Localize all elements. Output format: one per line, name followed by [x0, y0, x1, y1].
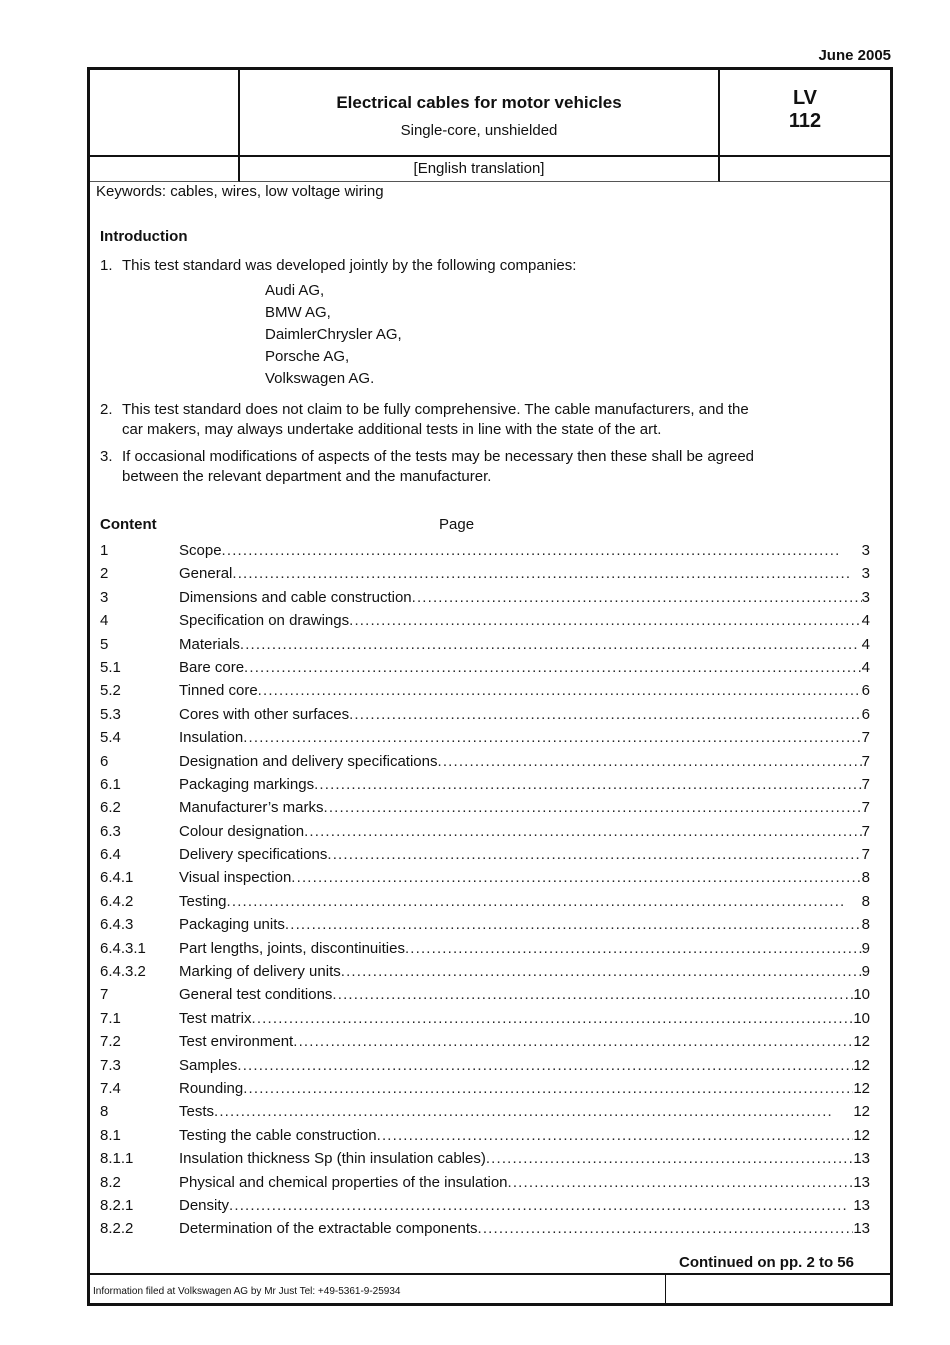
toc-page-number: 4: [861, 658, 870, 676]
toc-entry[interactable]: [100, 1150, 870, 1173]
toc-section-number: 8.2.1: [100, 1196, 134, 1214]
document-code-number: 112: [788, 110, 822, 132]
toc-section-number: 1: [100, 542, 109, 559]
document-frame: [87, 67, 893, 1306]
toc-entry[interactable]: [100, 1033, 870, 1056]
toc-entry[interactable]: [100, 565, 870, 588]
toc-entry[interactable]: [100, 682, 870, 705]
toc-section-title[interactable]: General test conditions: [179, 986, 333, 1004]
toc-section-title[interactable]: Tinned core: [179, 682, 258, 700]
toc-section-number: 6.3: [100, 822, 121, 840]
toc-section-number: 5.3: [100, 705, 121, 723]
toc-page-number: 9: [861, 939, 870, 957]
toc-section-title[interactable]: Tests: [179, 1103, 215, 1121]
toc-section-number: 5: [100, 635, 109, 653]
toc-leader-dots: [508, 1174, 854, 1191]
document-code: [720, 87, 890, 133]
toc-entry[interactable]: [100, 963, 870, 986]
toc-section-number: 5.2: [100, 682, 121, 700]
toc-leader-dots: [412, 589, 862, 606]
toc-section-number: 7.2: [100, 1033, 121, 1051]
toc-page-number: 4: [861, 612, 870, 630]
intro-item-2: [100, 400, 875, 440]
toc-section-title[interactable]: Dimensions and cable construction: [179, 588, 412, 606]
toc-section-title[interactable]: Testing: [179, 892, 227, 910]
toc-entry[interactable]: [100, 1103, 870, 1126]
toc-leader-dots: [349, 706, 862, 723]
toc-section-title[interactable]: Marking of delivery units: [179, 963, 341, 981]
toc-section-number: 6.4.3.2: [100, 963, 146, 981]
toc-page-number: 6: [861, 705, 870, 723]
toc-page-number: 9: [861, 963, 870, 981]
toc-section-number: 6.4.3.1: [100, 939, 146, 957]
continued-note: Continued on pp. 2 to 56: [679, 1254, 854, 1271]
toc-leader-dots: [285, 916, 862, 933]
toc-section-number: 8.2.2: [100, 1220, 134, 1238]
footer-info: Information filed at Volkswagen AG by Mr Just Tel: +49-5361-9-25934: [93, 1286, 401, 1297]
header-row2-right: [720, 157, 890, 182]
toc-section-number: 8: [100, 1103, 109, 1121]
toc-section-title[interactable]: Density: [179, 1196, 230, 1214]
intro-item-3: [100, 447, 875, 487]
toc-section-title[interactable]: General: [179, 565, 233, 583]
intro-item-text: This test standard was developed jointly by the following companies:: [122, 257, 577, 274]
intro-item-number: 1.: [100, 257, 113, 274]
toc-leader-dots: [243, 1080, 853, 1097]
company-item: Volkswagen AG.: [265, 370, 375, 387]
toc-page-number: 10: [853, 986, 870, 1004]
toc-page-number: 8: [861, 869, 870, 887]
intro-item-text: This test standard does not claim to be fully comprehensive. The cable manufacturers, and the: [122, 401, 749, 418]
toc-leader-dots: [291, 869, 861, 886]
intro-item-text: If occasional modifications of aspects of the tests may be necessary then these shall be agreed: [122, 448, 755, 465]
toc-section-title[interactable]: Test matrix: [179, 1009, 252, 1027]
toc-section-title[interactable]: Packaging units: [179, 916, 285, 934]
toc-section-title[interactable]: Test environment: [179, 1033, 294, 1051]
toc-page-number: 13: [853, 1196, 870, 1214]
toc-entry[interactable]: [100, 1174, 870, 1197]
toc-section-title[interactable]: Designation and delivery specifications: [179, 752, 438, 770]
toc-page-number: 10: [853, 1009, 870, 1027]
toc-leader-dots: [222, 542, 862, 559]
toc-entry[interactable]: [100, 986, 870, 1009]
toc-section-title[interactable]: Testing the cable construction: [179, 1126, 377, 1144]
toc-entry[interactable]: [100, 729, 870, 752]
content-heading: Content: [100, 516, 157, 533]
toc-section-number: 6.1: [100, 775, 121, 793]
toc-page-number: 7: [861, 822, 870, 840]
toc-entry[interactable]: [100, 823, 870, 846]
toc-entry[interactable]: [100, 1220, 870, 1243]
toc-page-number: 13: [853, 1220, 870, 1238]
intro-item-number: 2.: [100, 401, 113, 418]
toc-page-number: 3: [861, 542, 870, 559]
toc-section-number: 6.4.3: [100, 916, 134, 934]
toc-leader-dots: [341, 963, 862, 980]
toc-entry[interactable]: [100, 1010, 870, 1033]
toc-entry[interactable]: [100, 940, 870, 963]
toc-entry[interactable]: [100, 636, 870, 659]
toc-leader-dots: [244, 659, 862, 676]
toc-section-title[interactable]: Specification on drawings: [179, 612, 350, 630]
toc-leader-dots: [227, 893, 862, 910]
header-code-cell: [720, 70, 890, 157]
company-list: [265, 280, 402, 390]
toc-section-title[interactable]: Determination of the extractable components: [179, 1220, 478, 1238]
document-title: Electrical cables for motor vehicles: [336, 93, 622, 112]
toc-section-number: 5.1: [100, 658, 121, 676]
toc-page-number: 7: [861, 846, 870, 864]
toc-entry[interactable]: [100, 893, 870, 916]
toc-section-number: 3: [100, 588, 109, 606]
toc-entry[interactable]: [100, 1080, 870, 1103]
toc-leader-dots: [304, 823, 862, 840]
toc-page-number: 8: [861, 916, 870, 934]
toc-section-number: 7.1: [100, 1009, 121, 1027]
toc-section-number: 6.2: [100, 799, 121, 817]
toc-page-number: 4: [861, 635, 870, 653]
toc-section-number: 6.4.1: [100, 869, 134, 887]
toc-leader-dots: [293, 1033, 853, 1050]
toc-page-number: 7: [861, 729, 870, 747]
toc-entry[interactable]: [100, 589, 870, 612]
toc-leader-dots: [252, 1010, 854, 1027]
toc-page-number: 7: [861, 752, 870, 770]
toc-entry[interactable]: [100, 659, 870, 682]
toc-page-number: 12: [853, 1056, 870, 1074]
toc-leader-dots: [229, 1197, 853, 1214]
intro-item-1: [100, 256, 875, 276]
intro-item-text-cont: between the relevant department and the manufacturer.: [122, 468, 492, 485]
toc-section-title[interactable]: Packaging markings: [179, 775, 315, 793]
toc-section-number: 7.3: [100, 1056, 121, 1074]
table-of-contents: [100, 542, 870, 1244]
keywords: Keywords: cables, wires, low voltage wiring: [96, 183, 384, 200]
toc-page-number: 12: [853, 1103, 870, 1121]
toc-entry[interactable]: [100, 869, 870, 892]
page-column-heading: Page: [439, 516, 475, 533]
toc-entry[interactable]: [100, 1197, 870, 1220]
toc-entry[interactable]: [100, 799, 870, 822]
toc-section-number: 2: [100, 565, 109, 583]
toc-section-number: 4: [100, 612, 109, 630]
toc-page-number: 7: [861, 799, 870, 817]
toc-entry[interactable]: [100, 846, 870, 869]
toc-leader-dots: [240, 636, 862, 653]
company-item: BMW AG,: [265, 304, 331, 321]
toc-page-number: 13: [853, 1173, 870, 1191]
toc-section-title[interactable]: Manufacturer’s marks: [179, 799, 324, 817]
intro-item-text-cont: car makers, may always undertake additional tests in line with the state of the art.: [122, 421, 662, 438]
toc-section-title[interactable]: Physical and chemical properties of the insulation: [179, 1173, 508, 1191]
toc-leader-dots: [349, 612, 862, 629]
toc-page-number: 7: [861, 775, 870, 793]
toc-section-title[interactable]: Cores with other surfaces: [179, 705, 350, 723]
toc-section-number: 8.1.1: [100, 1150, 134, 1168]
header-row2-left: [90, 157, 240, 182]
toc-section-number: 5.4: [100, 729, 121, 747]
header-table: [90, 70, 890, 182]
toc-leader-dots: [405, 940, 862, 957]
introduction-heading: Introduction: [100, 228, 188, 245]
toc-section-title[interactable]: Part lengths, joints, discontinuities: [179, 939, 405, 957]
toc-section-title[interactable]: Materials: [179, 635, 240, 653]
toc-section-number: 6: [100, 752, 109, 770]
toc-leader-dots: [327, 846, 861, 863]
toc-section-number: 8.1: [100, 1126, 121, 1144]
company-item: DaimlerChrysler AG,: [265, 326, 402, 343]
toc-leader-dots: [314, 776, 862, 793]
toc-entry[interactable]: [100, 706, 870, 729]
toc-page-number: 6: [861, 682, 870, 700]
toc-page-number: 12: [853, 1033, 870, 1051]
header-title-cell: [240, 70, 720, 157]
toc-section-title[interactable]: Samples: [179, 1056, 238, 1074]
header-logo-cell: [90, 70, 240, 157]
footer: [90, 1273, 890, 1305]
translation-note: [English translation]: [240, 157, 720, 182]
toc-entry[interactable]: [100, 542, 870, 565]
toc-leader-dots: [237, 1057, 853, 1074]
toc-leader-dots: [232, 565, 861, 582]
toc-entry[interactable]: [100, 612, 870, 635]
toc-leader-dots: [486, 1150, 853, 1167]
toc-leader-dots: [214, 1103, 853, 1120]
toc-section-title[interactable]: Insulation thickness Sp (thin insulation cables): [179, 1150, 486, 1168]
toc-section-title[interactable]: Bare core: [179, 658, 245, 676]
toc-entry[interactable]: [100, 776, 870, 799]
toc-leader-dots: [324, 799, 862, 816]
toc-section-number: 6.4.2: [100, 892, 134, 910]
toc-leader-dots: [243, 729, 861, 746]
toc-section-title[interactable]: Rounding: [179, 1079, 244, 1097]
toc-section-title[interactable]: Scope: [179, 542, 222, 559]
toc-page-number: 12: [853, 1126, 870, 1144]
toc-section-title[interactable]: Colour designation: [179, 822, 305, 840]
toc-page-number: 12: [853, 1079, 870, 1097]
toc-page-number: 13: [853, 1150, 870, 1168]
toc-section-number: 8.2: [100, 1173, 121, 1191]
toc-entry[interactable]: [100, 1127, 870, 1150]
toc-leader-dots: [478, 1220, 854, 1237]
toc-leader-dots: [332, 986, 853, 1003]
toc-entry[interactable]: [100, 916, 870, 939]
toc-leader-dots: [258, 682, 862, 699]
company-item: Porsche AG,: [265, 348, 350, 365]
toc-section-number: 7: [100, 986, 109, 1004]
intro-item-number: 3.: [100, 448, 113, 465]
company-item: Audi AG,: [265, 282, 325, 299]
document-code-prefix: LV: [792, 87, 818, 109]
toc-section-title[interactable]: Insulation: [179, 729, 244, 747]
toc-section-title[interactable]: Delivery specifications: [179, 846, 328, 864]
toc-entry[interactable]: [100, 753, 870, 776]
toc-section-number: 6.4: [100, 846, 121, 864]
toc-section-number: 7.4: [100, 1079, 121, 1097]
toc-section-title[interactable]: Visual inspection: [179, 869, 292, 887]
toc-entry[interactable]: [100, 1057, 870, 1080]
document-date: June 2005: [818, 47, 891, 64]
toc-leader-dots: [437, 753, 861, 770]
footer-divider: [665, 1275, 666, 1305]
toc-page-number: 3: [861, 565, 870, 583]
toc-leader-dots: [377, 1127, 854, 1144]
toc-page-number: 8: [861, 892, 870, 910]
document-subtitle: Single-core, unshielded: [400, 122, 558, 139]
toc-page-number: 3: [861, 588, 870, 606]
